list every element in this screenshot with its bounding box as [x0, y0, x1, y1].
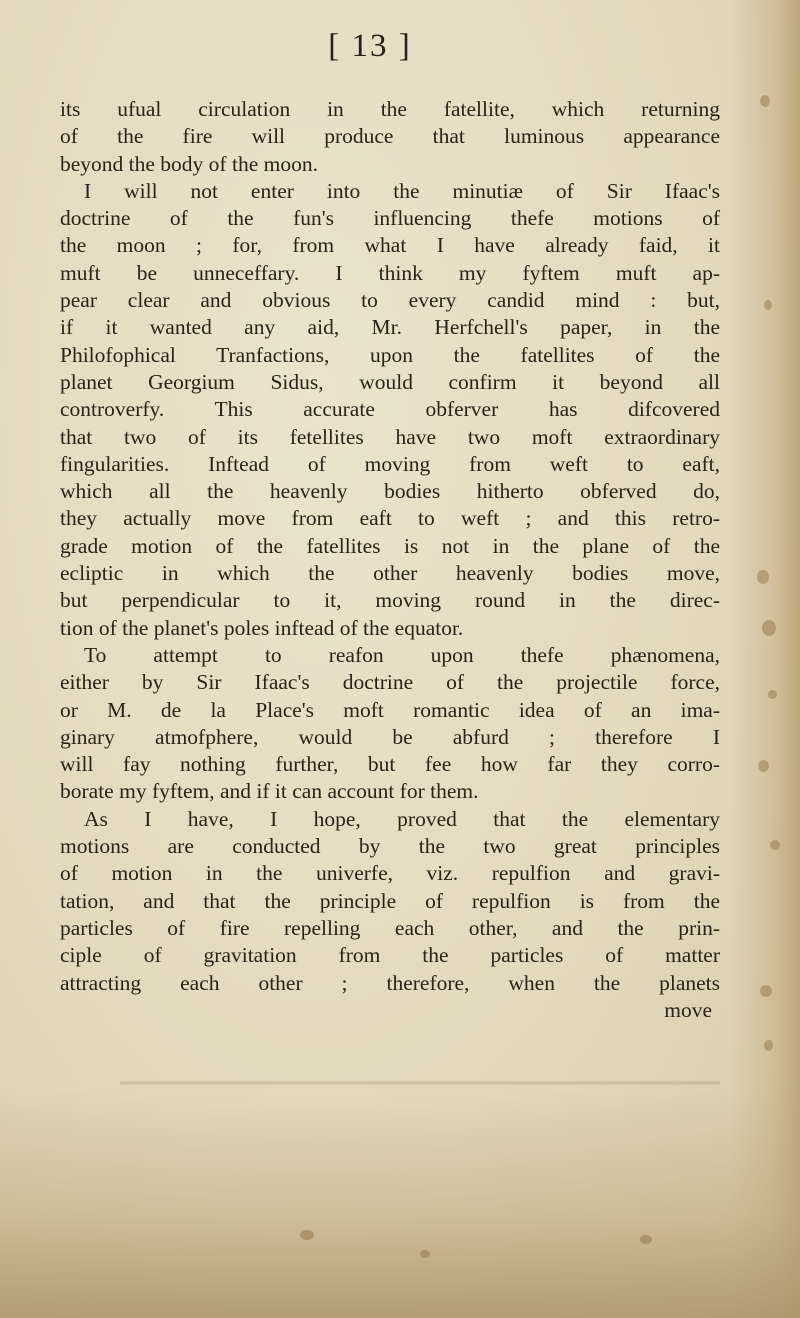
- page-number: [ 13 ]: [328, 28, 412, 64]
- text-line: attracting each other ; therefore, when the planets: [60, 970, 720, 995]
- text-line: tation, and that the principle of repulfion is from the: [60, 888, 720, 913]
- foxing-spot: [768, 690, 777, 699]
- foxing-spot: [760, 985, 772, 997]
- text-line: tion of the planet's poles inftead of the equator.: [60, 615, 464, 640]
- text-line: muft be unneceffary. I think my fyftem muft ap-: [60, 260, 720, 285]
- foxing-spot: [762, 620, 776, 636]
- text-line: but perpendicular to it, moving round in the direc-: [60, 588, 720, 613]
- text-line: they actually move from eaft to weft ; and this retro-: [60, 506, 720, 531]
- page-crease: [120, 1080, 720, 1086]
- text-line: of motion in the univerfe, viz. repulfion and gravi-: [60, 861, 720, 886]
- catchword: move: [664, 997, 712, 1022]
- foxing-spot: [420, 1250, 430, 1258]
- foxing-spot: [757, 570, 769, 584]
- text-line: of the fire will produce that luminous appearance: [60, 124, 720, 149]
- text-line: fingularities. Inftead of moving from weft to eaft,: [60, 451, 720, 476]
- text-line: doctrine of the fun's influencing thefe motions of: [60, 206, 720, 231]
- text-line: controverfy. This accurate obferver has difcovered: [60, 397, 720, 422]
- text-line: beyond the body of the moon.: [60, 151, 318, 176]
- text-line: ecliptic in which the other heavenly bodies move,: [60, 561, 720, 586]
- page-edge-shadow-bottom: [0, 1088, 800, 1318]
- text-line: either by Sir Ifaac's doctrine of the projectile force,: [60, 670, 720, 695]
- text-line: motions are conducted by the two great principles: [60, 834, 720, 859]
- foxing-spot: [300, 1230, 314, 1240]
- text-line: the moon ; for, from what I have already faid, it: [60, 233, 720, 258]
- body-text: [60, 96, 720, 1024]
- text-line: grade motion of the fatellites is not in the plane of the: [60, 533, 720, 558]
- text-line: pear clear and obvious to every candid mind : but,: [60, 288, 720, 313]
- foxing-spot: [758, 760, 769, 772]
- foxing-spot: [640, 1235, 652, 1244]
- text-line: particles of fire repelling each other, and the prin-: [60, 915, 720, 940]
- foxing-spot: [760, 95, 770, 107]
- text-line: Philofophical Tranfactions, upon the fatellites of the: [60, 342, 720, 367]
- text-line: or M. de la Place's moft romantic idea of an ima-: [60, 697, 720, 722]
- foxing-spot: [764, 1040, 773, 1051]
- text-line: I will not enter into the minutiæ of Sir Ifaac's: [84, 178, 720, 203]
- text-line: will fay nothing further, but fee how far they corro-: [60, 752, 720, 777]
- text-line: its ufual circulation in the fatellite, which returning: [60, 97, 720, 121]
- foxing-spot: [764, 300, 772, 310]
- text-line: As I have, I hope, proved that the elementary: [84, 806, 720, 831]
- text-line: which all the heavenly bodies hitherto obferved do,: [60, 479, 720, 504]
- text-line: that two of its fetellites have two moft extraordinary: [60, 424, 720, 449]
- text-line: ciple of gravitation from the particles of matter: [60, 943, 720, 968]
- text-line: To attempt to reafon upon thefe phænomena,: [84, 642, 720, 667]
- text-line: planet Georgium Sidus, would confirm it beyond all: [60, 369, 720, 394]
- text-line: borate my fyftem, and if it can account for them.: [60, 779, 479, 804]
- text-line: ginary atmofphere, would be abfurd ; therefore I: [60, 724, 720, 749]
- foxing-spot: [770, 840, 780, 850]
- text-line: if it wanted any aid, Mr. Herfchell's paper, in the: [60, 315, 720, 340]
